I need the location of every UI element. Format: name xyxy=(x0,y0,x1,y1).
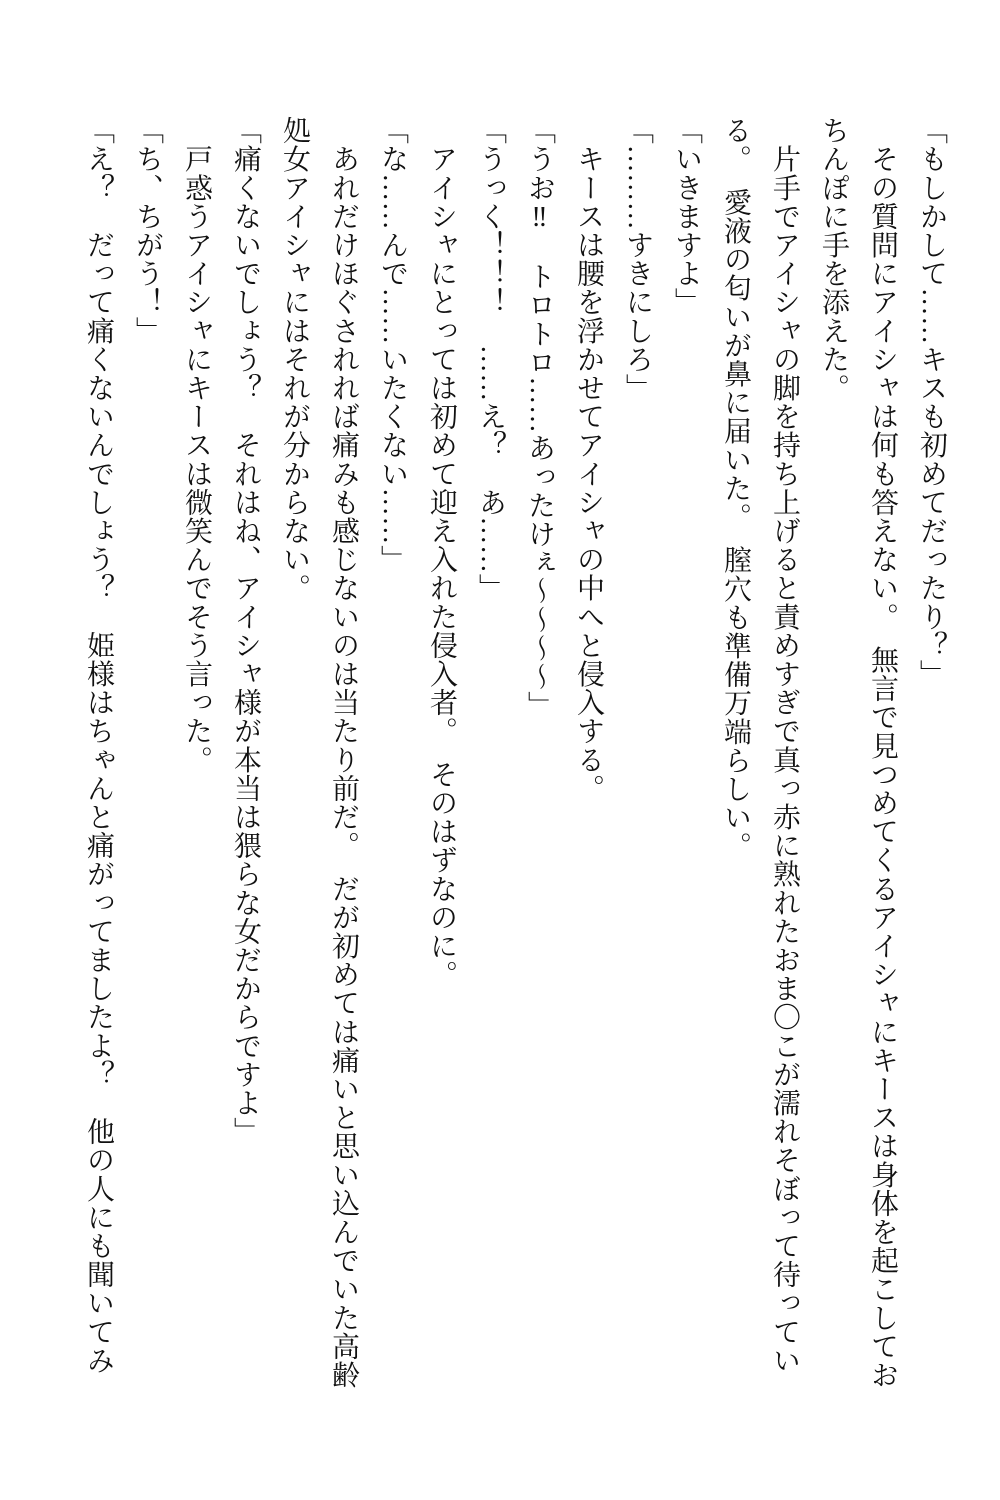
text-line: る。 愛液の匂いが鼻に届いた。 膣穴も準備万端らしい。 xyxy=(720,116,751,861)
text-line: 「な……んで……いたくない……」 xyxy=(377,116,408,574)
text-line: 「………すきにしろ」 xyxy=(622,116,653,402)
text-line: あれだけほぐされれば痛みも感じないのは当たり前だ。 だが初めては痛いと思い込んでいた高齢 xyxy=(328,116,359,1389)
text-line: 片手でアイシャの脚を持ち上げると責めすぎで真っ赤に熟れたおま〇こが濡れそぼって待ってい xyxy=(769,116,800,1375)
vertical-text-block xyxy=(74,116,956,1396)
text-line: 戸惑うアイシャにキースは微笑んでそう言った。 xyxy=(181,116,212,774)
text-line: 「うっく！！！ ……え？ あ……」 xyxy=(475,116,506,603)
text-line: キースは腰を浮かせてアイシャの中へと侵入する。 xyxy=(573,116,604,803)
text-line: 「うお‼ トロトロ……あったけぇ〜〜〜〜」 xyxy=(524,116,555,720)
text-line: 「もしかして……キスも初めてだったり？」 xyxy=(916,116,947,688)
text-line: アイシャにとっては初めて迎え入れた侵入者。 そのはずなのに。 xyxy=(426,116,457,989)
text-line: 「痛くないでしょう？ それはね、アイシャ様が本当は猥らな女だからですよ」 xyxy=(230,116,261,1146)
text-line: 「え？ だって痛くないんでしょう？ 姫様はちゃんと痛がってましたよ？ 他の人にも聞いてみ xyxy=(83,116,114,1375)
text-line: 「ち、ちがう！」 xyxy=(132,116,163,345)
text-line: ちんぽに手を添えた。 xyxy=(818,116,849,402)
text-line: 処女アイシャにはそれが分からない。 xyxy=(279,116,310,603)
text-line: その質問にアイシャは何も答えない。 無言で見つめてくるアイシャにキースは身体を起こしてお xyxy=(867,116,898,1389)
text-line: 「いきますよ」 xyxy=(671,116,702,317)
